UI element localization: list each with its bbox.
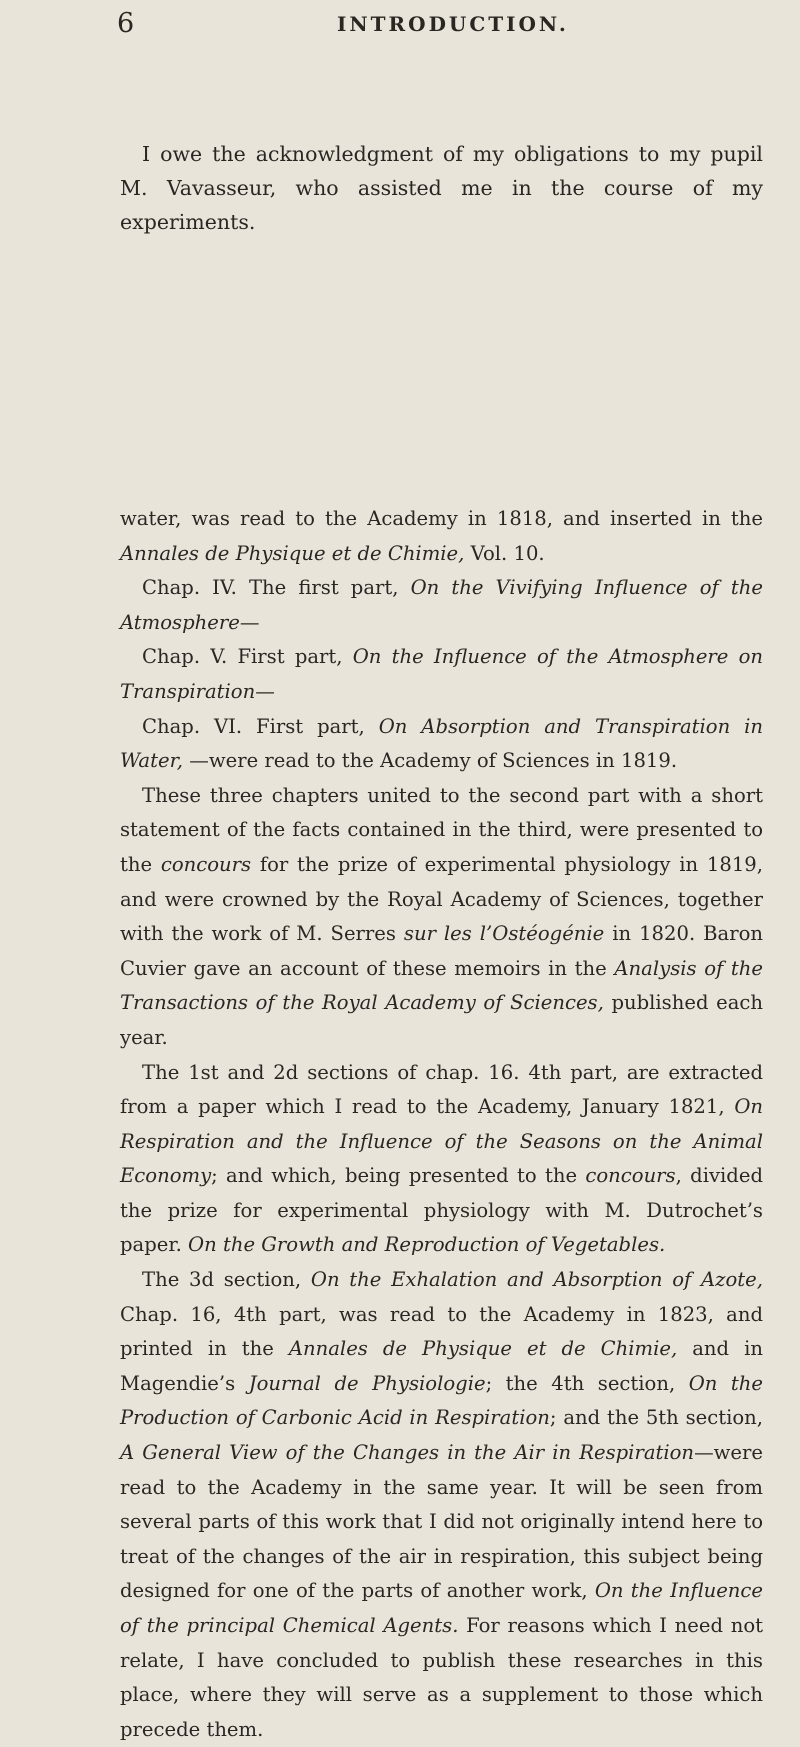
paragraph-2: Chap. IV. The first part, On the Vivifying Influence of the Atmosphere—: [120, 576, 763, 634]
paragraph-4: Chap. VI. First part, On Absorption and Transpiration in Water, —were read to the Academy of Sciences in 1819.: [120, 714, 763, 773]
running-head: INTRODUCTION.: [337, 12, 569, 36]
body-text: [120, 502, 763, 1747]
page-number: 6: [117, 8, 135, 39]
paragraph-7: The 3d section, On the Exhalation and Absorption of Azote, Chap. 16, 4th part, was read to the Academy in 1823, and printed in the Annales de Physique et de Chimie, and in Magendie’s Journal de Physiologie; the 4th section, On the Production of Carbonic Acid in Respiration; and the 5th section, A General View of the Changes in the Air in Respiration—were read to the Academy in the same year. It will be seen from several parts of this work that I did not originally intend here to treat of the changes of the air in respiration, this subject being designed for one of the parts of another work, On the Influence of the principal Chemical Agents. For reasons which I need not relate, I have concluded to publish these researches in this place, where they will serve as a supplement to those which precede them.: [120, 1268, 764, 1741]
paragraph-1: water, was read to the Academy in 1818, and inserted in the Annales de Physique et de Chimie, Vol. 10.: [120, 507, 763, 565]
note-paragraph: I owe the acknowledgment of my obligations to my pupil M. Vavasseur, who assisted me in the course of my experiments.: [120, 142, 763, 234]
footnote-acknowledgment: [120, 137, 763, 239]
paragraph-5: These three chapters united to the second part with a short statement of the facts contained in the third, were presented to the concours for the prize of experimental physiology in 1819, and were crowned by the Royal Academy of Sciences, together with the work of M. Serres sur les l’Ostéogénie in 1820. Baron Cuvier gave an account of these memoirs in the Analysis of the Transactions of the Royal Academy of Sciences, published each year.: [120, 783, 763, 1049]
page-header: [0, 0, 800, 40]
paragraph-6: The 1st and 2d sections of chap. 16. 4th part, are extracted from a paper which I read to the Academy, January 1821, On Respiration and the Influence of the Seasons on the Animal Economy; and which, being presented to the concours, divided the prize for experimental physiology with M. Dutrochet’s paper. On the Growth and Reproduction of Vegetables.: [120, 1060, 763, 1257]
paragraph-3: Chap. V. First part, On the Influence of the Atmosphere on Transpiration—: [120, 645, 764, 703]
